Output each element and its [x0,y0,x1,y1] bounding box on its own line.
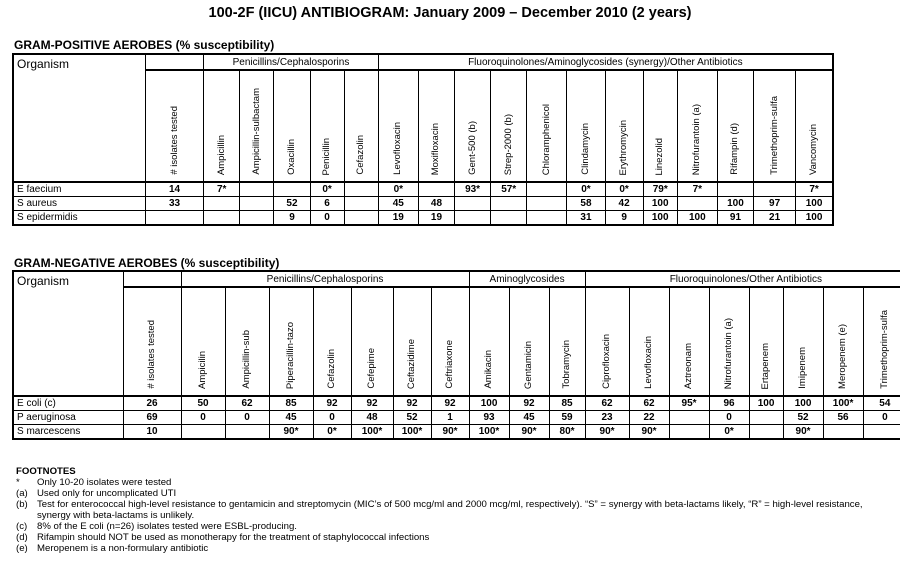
susceptibility-cell: 0 [313,411,351,425]
antibiotic-group-header: Fluoroquinolones/Other Antibiotics [585,271,900,287]
susceptibility-cell: 6 [310,197,344,211]
antibiotic-column-header [123,287,181,396]
organism-header: Organism [13,54,145,182]
antibiotic-column-header [240,70,274,182]
antibiotic-column-header [629,287,669,396]
gram-negative-heading: GRAM-NEGATIVE AEROBES (% susceptibility) [14,256,280,270]
antibiotic-name: Oxacillin [285,139,297,175]
footnote-mark: (a) [16,488,28,499]
susceptibility-cell [455,211,491,226]
antibiotic-name: Clindamycin [579,123,591,175]
antibiotic-name: Moxifloxacin [430,122,442,175]
antibiotic-name: Meropenem (e) [837,324,849,389]
susceptibility-cell: 0 [225,411,269,425]
susceptibility-cell: 45 [509,411,549,425]
susceptibility-cell [863,425,900,440]
footnote-text: Only 10-20 isolates were tested [37,477,172,488]
footnote-text: Test for enterococcal high-level resistance to gentamicin and streptomycin (MIC’s of 500 mcg/ml and 2000 mcg/ml, respectively). “S” = synergy with beta-lactams likely, “R” = high-level resistance, synergy with beta-lactams is unlikely. [37,499,863,521]
susceptibility-cell [527,182,567,197]
antibiotic-name: Imipenem [797,347,809,389]
organism-row [13,211,833,226]
susceptibility-cell [225,425,269,440]
organism-row [13,182,833,197]
susceptibility-cell [181,425,225,440]
antibiotic-name: Ceftriaxone [444,340,456,389]
organism-name: P aeruginosa [13,411,123,425]
susceptibility-cell: 9 [274,211,310,226]
susceptibility-cell [344,182,378,197]
susceptibility-cell: 48 [351,411,393,425]
antibiotic-name: Amikacin [483,350,495,389]
susceptibility-cell [677,197,717,211]
antibiotic-name: Cefepime [366,348,377,389]
susceptibility-cell: 45 [378,197,418,211]
antibiotic-name: Nitrofurantoin (a) [723,317,735,389]
antibiotic-column-header [418,70,454,182]
susceptibility-cell: 92 [351,396,393,411]
antibiotic-name: Ampicilin [197,350,208,389]
antibiotic-name: Gentamicin [523,340,535,389]
susceptibility-cell [204,197,240,211]
susceptibility-cell: 100 [796,197,833,211]
susceptibility-cell [749,411,783,425]
organism-header: Organism [13,271,123,396]
susceptibility-cell: 52 [393,411,431,425]
group-header-row [13,271,900,287]
susceptibility-cell: 100 [643,211,677,226]
susceptibility-cell: 23 [585,411,629,425]
susceptibility-cell: 92 [313,396,351,411]
susceptibility-cell: 0 [863,411,900,425]
antibiotic-column-header [669,287,709,396]
susceptibility-cell: 90* [629,425,669,440]
page-title: 100-2F (IICU) ANTIBIOGRAM: January 2009 – December 2010 (2 years) [208,5,692,21]
antibiotic-column-header [393,287,431,396]
antibiotic-column-header [351,287,393,396]
susceptibility-cell: 0 [310,211,344,226]
susceptibility-cell [344,211,378,226]
gram-positive-table [12,53,834,226]
antibiotic-name: Trimethoprim-sulfa [878,310,890,389]
susceptibility-cell [240,211,274,226]
antibiotic-name: Cefazolin [326,349,337,389]
footnote-item [16,488,896,499]
antibiotic-name: Ertapenem [760,342,772,389]
susceptibility-cell [527,197,567,211]
antibiotic-name: Ampicillin-sulbactam [250,88,262,175]
footnote-text: Meropenem is a non-formulary antibiotic [37,543,209,554]
susceptibility-cell: 100* [469,425,509,440]
susceptibility-cell: 1 [431,411,469,425]
susceptibility-cell: 90* [431,425,469,440]
antibiotic-column-header [605,70,643,182]
antibiotic-name: Nitrofurantoin (a) [691,103,703,175]
susceptibility-cell: 92 [431,396,469,411]
susceptibility-cell: 0 [709,411,749,425]
antibiotic-column-header [469,287,509,396]
susceptibility-cell: 7* [677,182,717,197]
footnote-text: Used only for uncomplicated UTI [37,488,177,499]
footnote-item [16,521,896,532]
susceptibility-cell: 0* [709,425,749,440]
organism-name: S epidermidis [13,211,145,226]
susceptibility-cell [754,182,796,197]
antibiotic-group-header: Penicillins/Cephalosporins [204,54,379,70]
susceptibility-cell: 96 [709,396,749,411]
susceptibility-cell: 42 [605,197,643,211]
footnote-mark: (c) [16,521,28,532]
antibiotic-group-header: Aminoglycosides [469,271,585,287]
susceptibility-cell: 90* [585,425,629,440]
susceptibility-cell [717,182,753,197]
susceptibility-cell: 7* [204,182,240,197]
susceptibility-cell: 90* [269,425,313,440]
gram-positive-heading: GRAM-POSITIVE AEROBES (% susceptibility) [14,38,275,52]
blank-group-header [123,271,181,287]
organism-name: E coli (c) [13,396,123,411]
antibiotic-header-row [13,287,900,396]
susceptibility-cell: 19 [418,211,454,226]
susceptibility-cell: 100* [351,425,393,440]
footnote-mark: (d) [16,532,28,543]
susceptibility-cell: 7* [796,182,833,197]
antibiotic-column-header [863,287,900,396]
antibiotic-name: Gent-500 (b) [466,121,478,175]
antibiotic-name: Tobramycin [561,340,573,389]
susceptibility-cell [749,425,783,440]
antibiotic-column-header [204,70,240,182]
susceptibility-cell: 56 [823,411,863,425]
antibiotic-column-header [145,70,203,182]
susceptibility-cell: 90* [783,425,823,440]
susceptibility-cell: 97 [754,197,796,211]
susceptibility-cell: 62 [225,396,269,411]
antibiotic-name: Ciprofloxacin [601,334,613,389]
susceptibility-cell: 90* [509,425,549,440]
organism-name: S aureus [13,197,145,211]
antibiotic-column-header [709,287,749,396]
antibiotic-column-header [717,70,753,182]
antibiotic-name: Levofloxacin [392,122,404,175]
footnotes [16,466,896,554]
group-header-row [13,54,833,70]
antibiotic-column-header [310,70,344,182]
susceptibility-cell: 69 [123,411,181,425]
footnote-item [16,532,896,543]
susceptibility-cell: 85 [549,396,585,411]
antibiotic-column-header [225,287,269,396]
susceptibility-cell: 33 [145,197,203,211]
susceptibility-cell [455,197,491,211]
susceptibility-cell: 79* [643,182,677,197]
antibiotic-name: Vancomycin [808,123,820,175]
susceptibility-cell: 0 [181,411,225,425]
organism-row [13,396,900,411]
antibiotic-column-header [269,287,313,396]
antibiotic-name: Rifampin (d) [729,123,741,175]
susceptibility-cell: 100 [469,396,509,411]
susceptibility-cell: 0* [605,182,643,197]
susceptibility-cell: 10 [123,425,181,440]
susceptibility-cell: 100 [796,211,833,226]
antibiotic-name: Linezolid [654,137,666,175]
antibiotic-name: Cefazolin [355,135,367,175]
susceptibility-cell: 54 [863,396,900,411]
organism-row [13,411,900,425]
susceptibility-cell: 100* [393,425,431,440]
footnote-mark: * [16,477,20,488]
antibiotic-name: Erythromycin [618,119,630,175]
susceptibility-cell [344,197,378,211]
antibiotic-column-header [567,70,605,182]
antibiotic-column-header [677,70,717,182]
susceptibility-cell: 93* [455,182,491,197]
susceptibility-cell: 14 [145,182,203,197]
antibiotic-column-header [527,70,567,182]
susceptibility-cell [669,425,709,440]
antibiotic-name: Trimethoprim-sulfa [768,96,780,175]
antibiotic-name: Penicillin [321,137,333,175]
susceptibility-cell: 100 [677,211,717,226]
susceptibility-cell: 57* [491,182,527,197]
organism-name: S marcescens [13,425,123,440]
susceptibility-cell: 31 [567,211,605,226]
susceptibility-cell: 92 [393,396,431,411]
susceptibility-cell [491,211,527,226]
footnote-item [16,477,896,488]
susceptibility-cell: 52 [783,411,823,425]
footnote-item [16,499,896,521]
organism-row [13,425,900,440]
susceptibility-cell: 85 [269,396,313,411]
antibiotic-name: Ampicillin-sub [241,330,252,389]
susceptibility-cell: 80* [549,425,585,440]
footnote-mark: (b) [16,499,28,510]
antibiotic-name: Chloramphenicol [540,103,552,175]
antibiotic-name: Strep-2000 (b) [502,113,514,175]
susceptibility-cell [527,211,567,226]
susceptibility-cell: 62 [585,396,629,411]
antibiotic-column-header [749,287,783,396]
footnote-mark: (e) [16,543,28,554]
susceptibility-cell: 100 [717,197,753,211]
susceptibility-cell [669,411,709,425]
susceptibility-cell: 100 [643,197,677,211]
antibiotic-column-header [344,70,378,182]
susceptibility-cell: 100 [749,396,783,411]
gram-negative-table [12,270,900,440]
antibiotic-name: Levofloxacin [643,336,655,389]
antibiotic-column-header [783,287,823,396]
susceptibility-cell [240,197,274,211]
susceptibility-cell: 93 [469,411,509,425]
susceptibility-cell: 0* [378,182,418,197]
antibiotic-column-header [455,70,491,182]
susceptibility-cell: 91 [717,211,753,226]
antibiotic-group-header: Penicillins/Cephalosporins [181,271,469,287]
antibiotic-name: Ceftazidime [406,338,417,389]
susceptibility-cell: 100 [783,396,823,411]
antibiotic-name: Ampicillin [215,134,227,175]
blank-group-header [145,54,203,70]
susceptibility-cell: 58 [567,197,605,211]
footnote-text: Rifampin should NOT be used as monotherapy for the treatment of staphylococcal infections [37,532,430,543]
footnote-text: 8% of the E coli (n=26) isolates tested were ESBL-producing. [37,521,297,532]
susceptibility-cell: 48 [418,197,454,211]
susceptibility-cell [274,182,310,197]
footnote-item [16,543,896,554]
organism-row [13,197,833,211]
antibiotic-column-header [796,70,833,182]
susceptibility-cell [204,211,240,226]
antibiotic-column-header [643,70,677,182]
susceptibility-cell: 62 [629,396,669,411]
antibiotic-column-header [823,287,863,396]
susceptibility-cell: 52 [274,197,310,211]
antibiotic-column-header [378,70,418,182]
susceptibility-cell: 22 [629,411,669,425]
antibiotic-column-header [549,287,585,396]
susceptibility-cell: 26 [123,396,181,411]
antibiotic-column-header [313,287,351,396]
antibiotic-column-header [431,287,469,396]
susceptibility-cell: 19 [378,211,418,226]
susceptibility-cell: 92 [509,396,549,411]
susceptibility-cell [240,182,274,197]
susceptibility-cell [823,425,863,440]
susceptibility-cell [145,211,203,226]
susceptibility-cell: 0* [313,425,351,440]
antibiotic-name: Aztreonam [683,343,695,389]
antibiotic-name: # isolates tested [168,106,180,175]
antibiotic-column-header [274,70,310,182]
susceptibility-cell: 0* [310,182,344,197]
antibiotic-column-header [585,287,629,396]
susceptibility-cell: 21 [754,211,796,226]
antibiotic-column-header [509,287,549,396]
footnotes-title: FOOTNOTES [16,466,76,477]
antibiotic-name: Piperacillin-tazo [285,321,296,389]
susceptibility-cell [418,182,454,197]
antibiotic-column-header [491,70,527,182]
susceptibility-cell: 95* [669,396,709,411]
susceptibility-cell: 9 [605,211,643,226]
antibiotic-name: # isolates tested [146,320,157,389]
susceptibility-cell: 50 [181,396,225,411]
susceptibility-cell: 45 [269,411,313,425]
antibiotic-column-header [754,70,796,182]
susceptibility-cell: 59 [549,411,585,425]
organism-name: E faecium [13,182,145,197]
susceptibility-cell [491,197,527,211]
susceptibility-cell: 100* [823,396,863,411]
antibiotic-group-header: Fluoroquinolones/Aminoglycosides (synergy)/Other Antibiotics [378,54,833,70]
antibiotic-column-header [181,287,225,396]
susceptibility-cell: 0* [567,182,605,197]
